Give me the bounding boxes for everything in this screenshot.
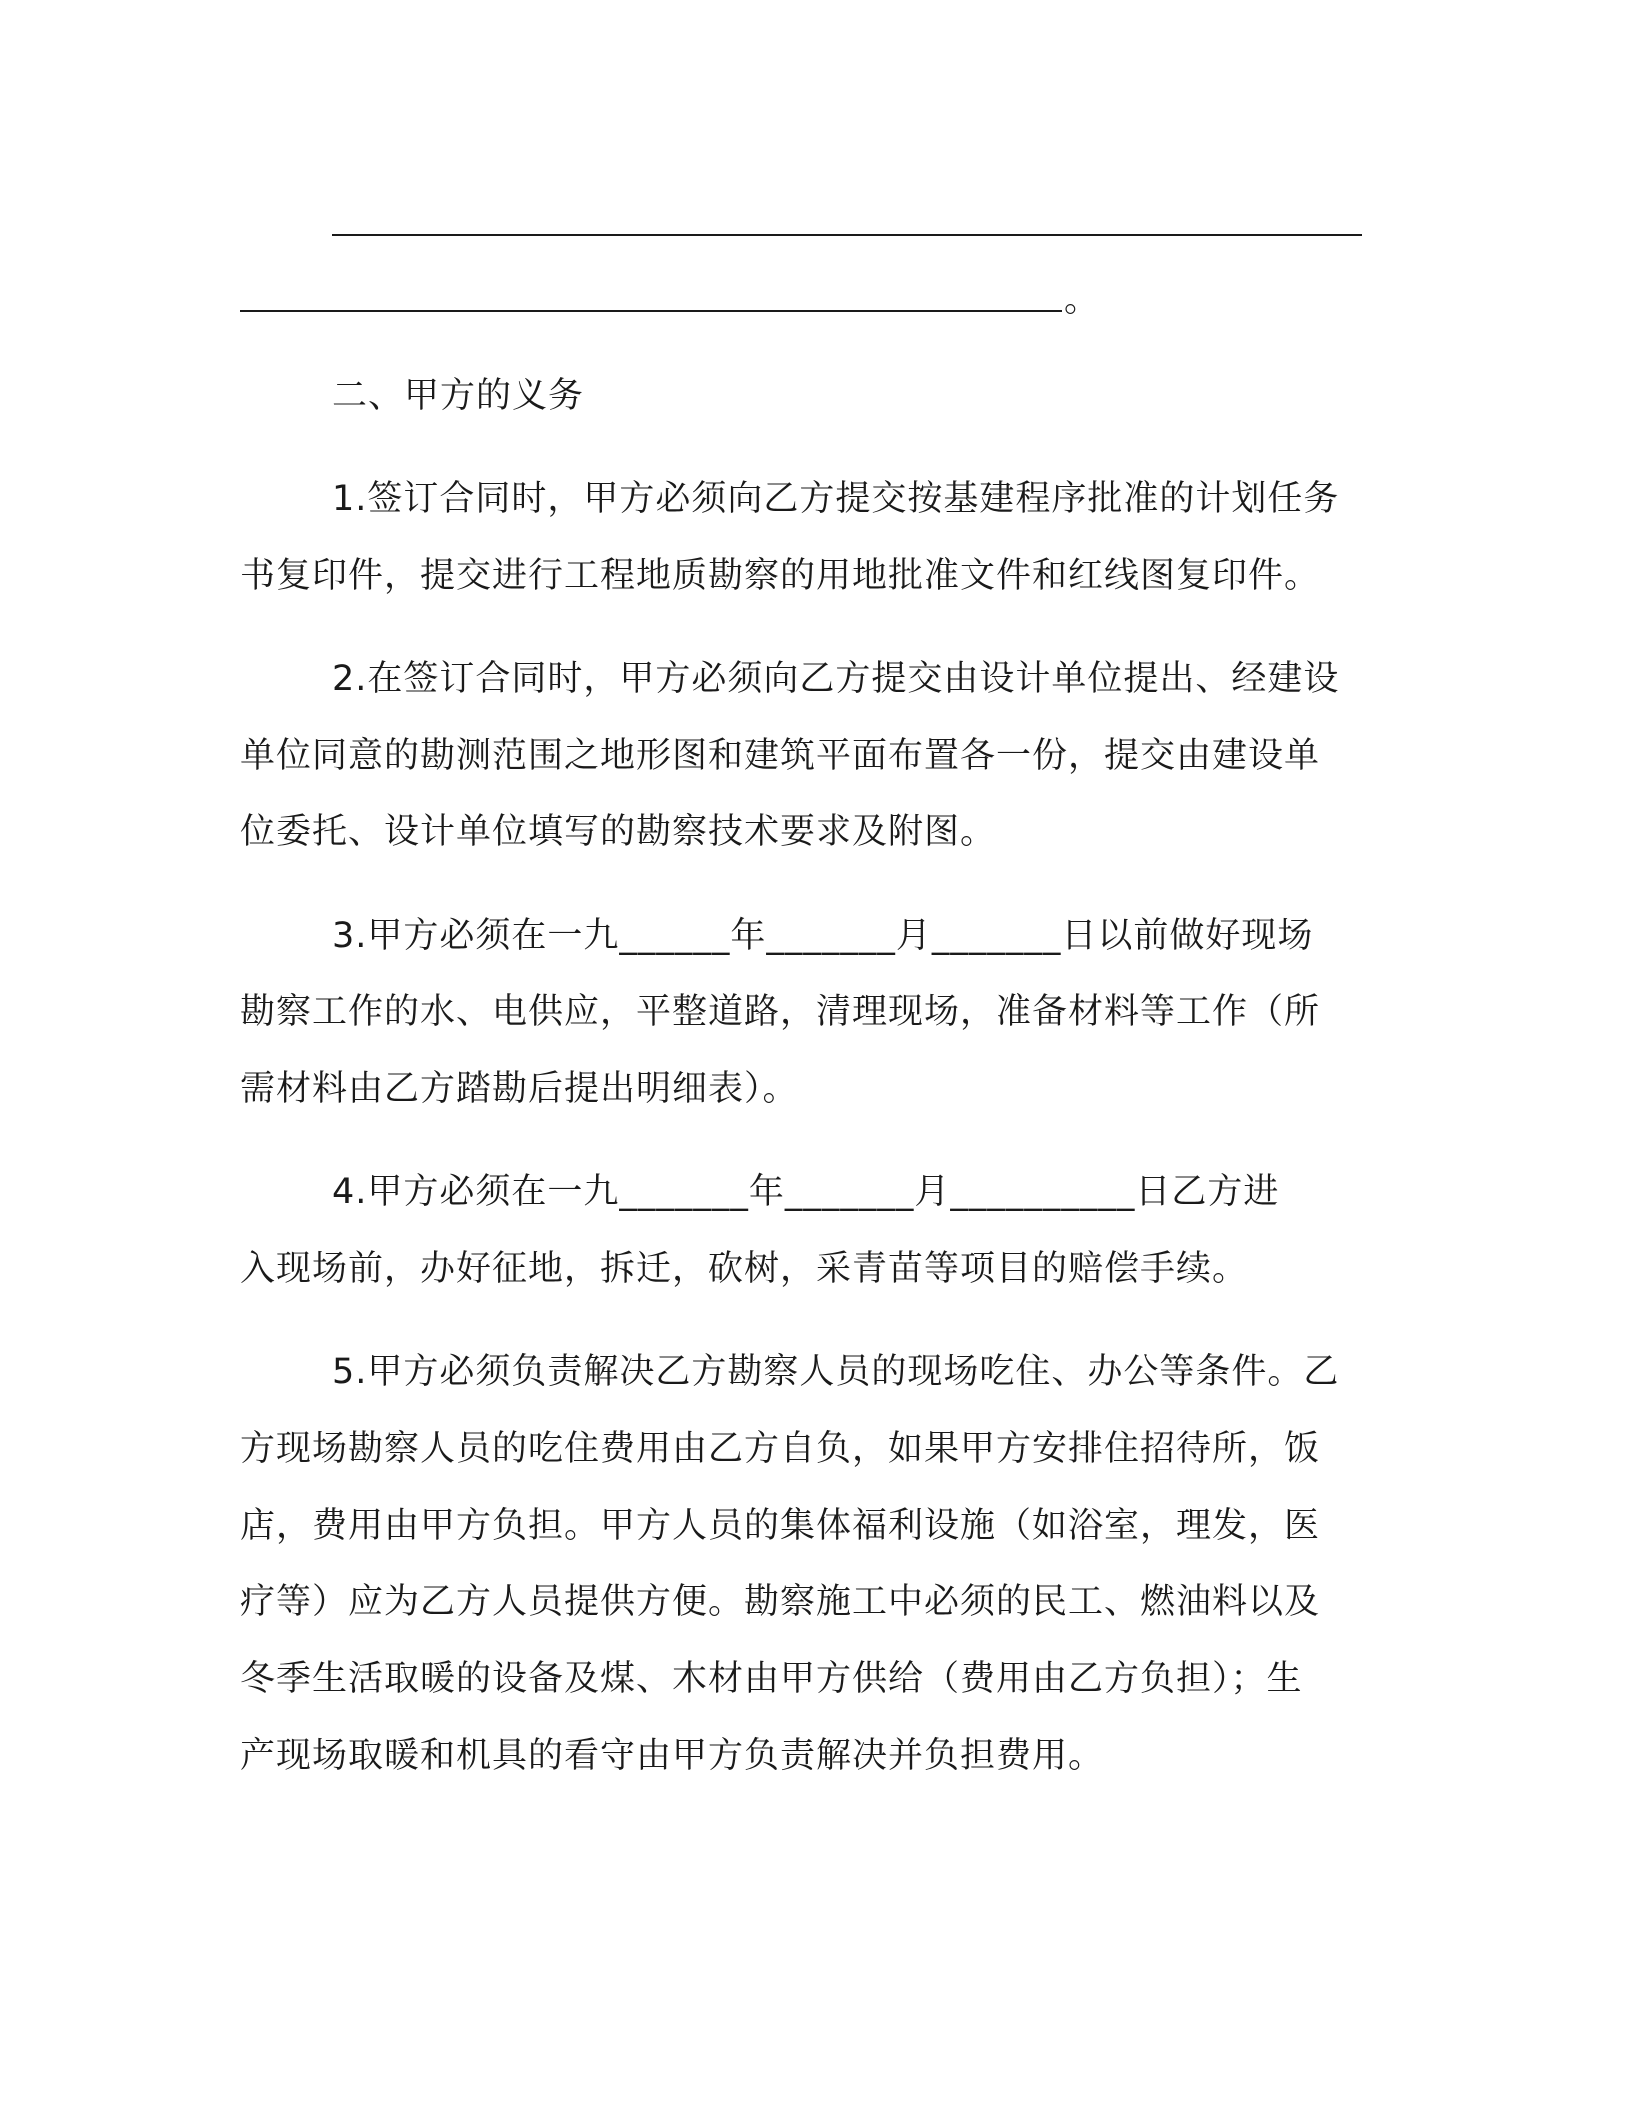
paragraph-4-line-1: 4.甲方必须在一九_______年_______月__________日乙方进 [332, 1172, 1280, 1212]
paragraph-1-line-1: 1.签订合同时，甲方必须向乙方提交按基建程序批准的计划任务 [332, 479, 1340, 519]
fill-in-line-2 [240, 310, 1062, 312]
paragraph-3-line-2: 勘察工作的水、电供应，平整道路，清理现场，准备材料等工作（所 [240, 992, 1321, 1032]
paragraph-1-line-2: 书复印件，提交进行工程地质勘察的用地批准文件和红线图复印件。 [240, 556, 1321, 596]
section-heading: 二、甲方的义务 [332, 376, 585, 416]
paragraph-5-line-6: 产现场取暖和机具的看守由甲方负责解决并负担费用。 [240, 1736, 1105, 1776]
paragraph-4-line-2: 入现场前，办好征地，拆迁，砍树，采青苗等项目的赔偿手续。 [240, 1249, 1249, 1289]
paragraph-5-line-1: 5.甲方必须负责解决乙方勘察人员的现场吃住、办公等条件。乙 [332, 1352, 1340, 1392]
paragraph-5-line-3: 店，费用由甲方负担。甲方人员的集体福利设施（如浴室，理发，医 [240, 1506, 1321, 1546]
paragraph-3-line-1: 3.甲方必须在一九______年_______月_______日以前做好现场 [332, 916, 1314, 956]
paragraph-2-line-2: 单位同意的勘测范围之地形图和建筑平面布置各一份，提交由建设单 [240, 736, 1321, 776]
fill-in-end-mark: 。 [1064, 280, 1100, 320]
paragraph-3-line-3: 需材料由乙方踏勘后提出明细表）。 [240, 1069, 799, 1109]
fill-in-line-1 [332, 234, 1362, 236]
paragraph-5-line-2: 方现场勘察人员的吃住费用由乙方自负，如果甲方安排住招待所，饭 [240, 1429, 1321, 1469]
paragraph-5-line-5: 冬季生活取暖的设备及煤、木材由甲方供给（费用由乙方负担）；生 [240, 1659, 1303, 1699]
paragraph-5-line-4: 疗等）应为乙方人员提供方便。勘察施工中必须的民工、燃油料以及 [240, 1582, 1321, 1622]
paragraph-2-line-3: 位委托、设计单位填写的勘察技术要求及附图。 [240, 812, 997, 852]
paragraph-2-line-1: 2.在签订合同时，甲方必须向乙方提交由设计单位提出、经建设 [332, 659, 1340, 699]
